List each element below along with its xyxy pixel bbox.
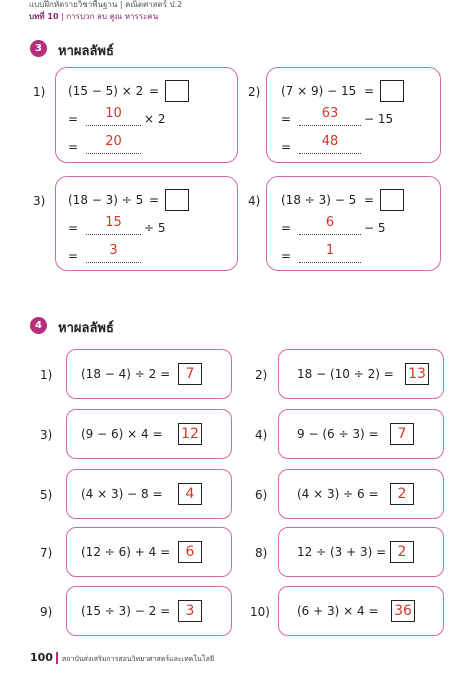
s3-answer-box[interactable] <box>165 80 189 102</box>
section-3-badge: 3 <box>30 40 47 57</box>
section-4-title: หาผลลัพธ์ <box>58 321 114 336</box>
s3-answer-final: 48 <box>321 134 339 149</box>
section-4-badge: 4 <box>30 317 47 334</box>
header-chapter <box>29 10 158 23</box>
s3-answer-box[interactable] <box>165 189 189 211</box>
s4-problem-card <box>278 349 444 399</box>
s4-problem-number: 3) <box>40 428 53 442</box>
s4-problem-number: 1) <box>40 368 53 382</box>
s3-answer-final: 20 <box>105 134 122 149</box>
s4-problem-number: 10) <box>250 605 270 619</box>
s3-step-operator: − 5 <box>364 221 386 235</box>
s4-expression: 18 − (10 ÷ 2) = <box>297 367 394 381</box>
chapter-number: บทที่ 10 <box>29 12 59 21</box>
s4-problem-number: 5) <box>40 488 53 502</box>
s4-expression: (4 × 3) ÷ 6 = <box>297 487 379 501</box>
s3-answer-final: 3 <box>109 243 118 258</box>
s4-answer-box[interactable]: 13 <box>405 363 429 385</box>
page-number: 100 <box>30 651 53 664</box>
s3-problem-card <box>266 67 441 163</box>
s3-equals-line2: = <box>68 112 79 126</box>
s3-equals-line3: = <box>68 140 79 154</box>
s4-answer-box[interactable]: 36 <box>391 600 415 622</box>
s4-problem-card <box>66 409 232 459</box>
s4-problem-card <box>66 527 232 577</box>
header-subject: แบบฝึกหัดรายวิชาพื้นฐาน | คณิตศาสตร์ ป.2 <box>29 0 183 9</box>
s3-answer-step1: 6 <box>325 215 335 230</box>
s4-problem-card <box>278 409 444 459</box>
s3-answer-box[interactable] <box>380 80 404 102</box>
s4-answer-box[interactable]: 4 <box>178 483 202 505</box>
s4-problem-number: 4) <box>255 428 268 442</box>
s3-answer-step1: 15 <box>105 215 122 230</box>
s3-equals: = <box>149 84 160 98</box>
s4-expression: (4 × 3) − 8 = <box>81 487 163 501</box>
s3-problem-number: 2) <box>248 85 261 99</box>
s3-answer-box[interactable] <box>380 189 404 211</box>
s3-step-operator: × 2 <box>144 112 166 126</box>
s3-problem-card <box>55 67 238 163</box>
s4-problem-card <box>278 527 444 577</box>
s4-answer-box[interactable]: 3 <box>178 600 202 622</box>
s4-problem-number: 9) <box>40 605 53 619</box>
s3-problem-number: 1) <box>33 85 46 99</box>
chapter-title: | การบวก ลบ คูณ หารระคน <box>58 12 159 21</box>
s3-answer-step1: 63 <box>321 106 339 121</box>
s4-problem-card <box>278 469 444 519</box>
s4-problem-card <box>66 349 232 399</box>
s3-equals-line2: = <box>68 221 79 235</box>
s4-problem-number: 8) <box>255 546 268 560</box>
s3-equals-line2: = <box>281 112 292 126</box>
s4-problem-number: 7) <box>40 546 53 560</box>
s3-step-operator: ÷ 5 <box>144 221 166 235</box>
s4-answer-box[interactable]: 2 <box>390 541 414 563</box>
s4-answer-box[interactable]: 7 <box>390 423 414 445</box>
publisher-name: สถาบันส่งเสริมการสอนวิทยาศาสตร์และเทคโนโลยี <box>62 655 215 663</box>
s3-equals-line2: = <box>281 221 292 235</box>
s3-equals: = <box>364 193 375 207</box>
s3-problem-number: 3) <box>33 194 46 208</box>
footer-divider <box>56 652 58 664</box>
s3-problem-card <box>55 176 238 271</box>
s4-expression: (18 − 4) ÷ 2 = <box>81 367 171 381</box>
s4-expression: (6 + 3) × 4 = <box>297 604 379 618</box>
s4-problem-number: 2) <box>255 368 268 382</box>
s3-equals-line3: = <box>281 249 292 263</box>
s4-answer-box[interactable]: 6 <box>178 541 202 563</box>
s3-expression: (15 − 5) × 2 <box>68 84 144 98</box>
s3-equals: = <box>364 84 375 98</box>
s3-step-operator: − 15 <box>364 112 394 126</box>
s4-problem-card <box>66 469 232 519</box>
s4-expression: 9 − (6 ÷ 3) = <box>297 427 379 441</box>
s3-answer-step1: 10 <box>105 106 122 121</box>
s3-expression: (18 ÷ 3) − 5 <box>281 193 357 207</box>
s3-equals: = <box>149 193 160 207</box>
s4-answer-box[interactable]: 2 <box>390 483 414 505</box>
s4-expression: (15 ÷ 3) − 2 = <box>81 604 171 618</box>
s4-problem-card <box>66 586 232 636</box>
s3-equals-line3: = <box>281 140 292 154</box>
s4-answer-box[interactable]: 12 <box>178 423 202 445</box>
s4-expression: 12 ÷ (3 + 3) = <box>297 545 387 559</box>
s4-expression: (12 ÷ 6) + 4 = <box>81 545 171 559</box>
section-3-title: หาผลลัพธ์ <box>58 44 114 59</box>
s4-answer-box[interactable]: 7 <box>178 363 202 385</box>
s3-expression: (7 × 9) − 15 <box>281 84 357 98</box>
s3-problem-card <box>266 176 441 271</box>
s3-problem-number: 4) <box>248 194 261 208</box>
s4-problem-number: 6) <box>255 488 268 502</box>
s4-problem-card <box>278 586 444 636</box>
s3-answer-final: 1 <box>325 243 335 258</box>
s3-equals-line3: = <box>68 249 79 263</box>
s3-expression: (18 − 3) ÷ 5 <box>68 193 144 207</box>
s4-expression: (9 − 6) × 4 = <box>81 427 163 441</box>
